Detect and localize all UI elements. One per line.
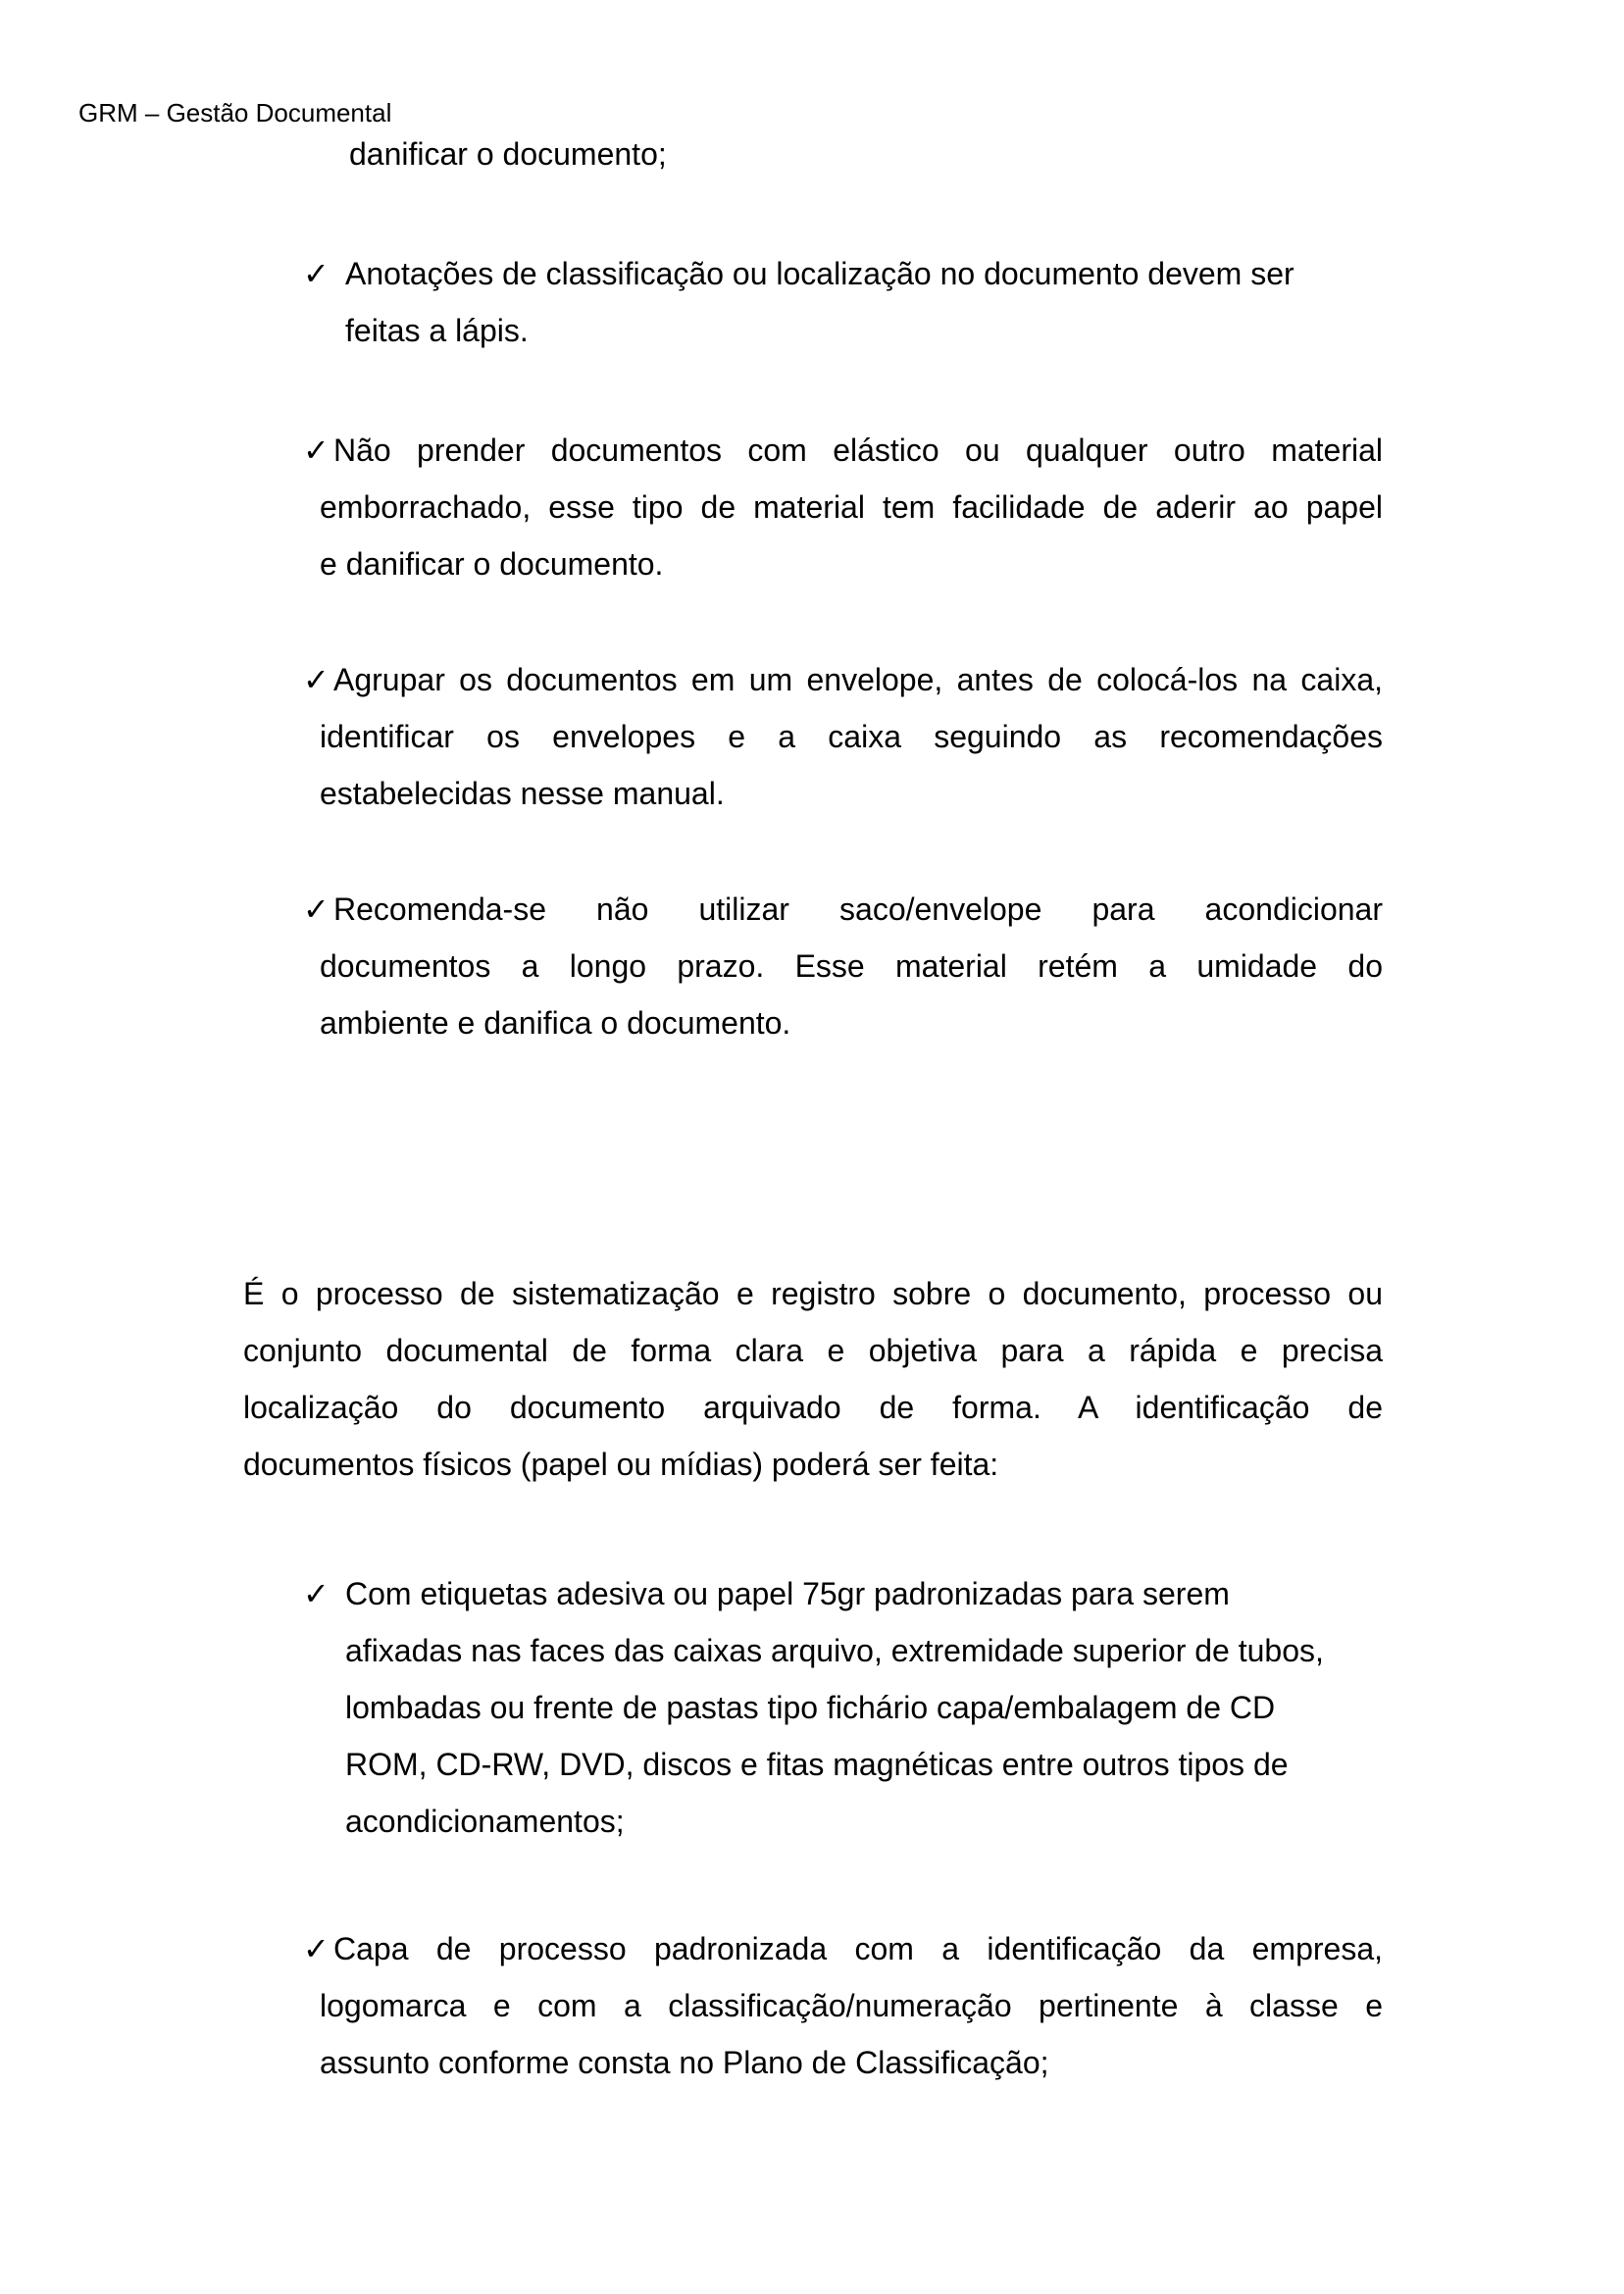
continuation-line: danificar o documento; [349, 136, 667, 172]
text-line: documentos físicos (papel ou mídias) poderá ser feita: [243, 1447, 999, 1482]
text-line: Com etiquetas adesiva ou papel 75gr padronizadas para serem [345, 1576, 1230, 1611]
text-line: Anotações de classificação ou localização no documento devem ser [345, 256, 1294, 291]
text-line: conjunto documental de forma clara e objetiva para a rápida e precisa [243, 1333, 1383, 1368]
checklist-item-elastico [303, 422, 1383, 592]
checklist-item-text [345, 1565, 1385, 1850]
text-line: identificar os envelopes e a caixa seguindo as recomendações [320, 719, 1383, 754]
text-line: documentos a longo prazo. Esse material retém a umidade do [320, 948, 1383, 984]
text-line: estabelecidas nesse manual. [320, 776, 725, 811]
paragraph-text [243, 1265, 1383, 1493]
text-line: localização do documento arquivado de forma. A identificação de [243, 1390, 1383, 1425]
text-line: assunto conforme consta no Plano de Classificação; [320, 2045, 1049, 2080]
text-line: acondicionamentos; [345, 1804, 625, 1839]
checklist-item-text [320, 881, 1383, 1051]
text-line: feitas a lápis. [345, 313, 529, 348]
checklist-item-etiquetas [303, 1565, 1385, 1850]
checklist-item-text [320, 651, 1383, 822]
text-line: emborrachado, esse tipo de material tem facilidade de aderir ao papel [320, 489, 1383, 525]
text-line: ROM, CD-RW, DVD, discos e fitas magnéticas entre outros tipos de [345, 1747, 1289, 1782]
checklist-item-text [320, 422, 1383, 592]
page-header: GRM – Gestão Documental [78, 98, 392, 127]
text-line: Capa de processo padronizada com a identificação da empresa, [333, 1931, 1383, 1966]
text-line: lombadas ou frente de pastas tipo fichário capa/embalagem de CD [345, 1690, 1276, 1725]
text-line: É o processo de sistematização e registro sobre o documento, processo ou [243, 1276, 1383, 1311]
checkmark-bullet-icon: ✓ [303, 256, 330, 291]
checkmark-bullet-icon: ✓ [303, 1931, 330, 1966]
checklist-item-text [345, 245, 1385, 359]
text-line: e danificar o documento. [320, 546, 664, 582]
checklist-item-agrupar [303, 651, 1383, 822]
text-line: ambiente e danifica o documento. [320, 1005, 791, 1041]
checklist-item-capa-processo [303, 1920, 1383, 2091]
checkmark-bullet-icon: ✓ [303, 433, 330, 468]
checklist-item-annotations [303, 245, 1385, 359]
checklist-item-text [320, 1920, 1383, 2091]
text-line: Não prender documentos com elástico ou qualquer outro material [333, 433, 1383, 468]
checkmark-bullet-icon: ✓ [303, 662, 330, 697]
checkmark-bullet-icon: ✓ [303, 892, 330, 927]
checklist-item-saco-envelope [303, 881, 1383, 1051]
text-line: logomarca e com a classificação/numeração pertinente à classe e [320, 1988, 1383, 2023]
text-line: Recomenda-se não utilizar saco/envelope para acondicionar [333, 892, 1383, 927]
text-line: Agrupar os documentos em um envelope, antes de colocá-los na caixa, [333, 662, 1383, 697]
text-line: afixadas nas faces das caixas arquivo, extremidade superior de tubos, [345, 1633, 1324, 1668]
checkmark-bullet-icon: ✓ [303, 1576, 330, 1611]
identification-paragraph [243, 1265, 1383, 1493]
